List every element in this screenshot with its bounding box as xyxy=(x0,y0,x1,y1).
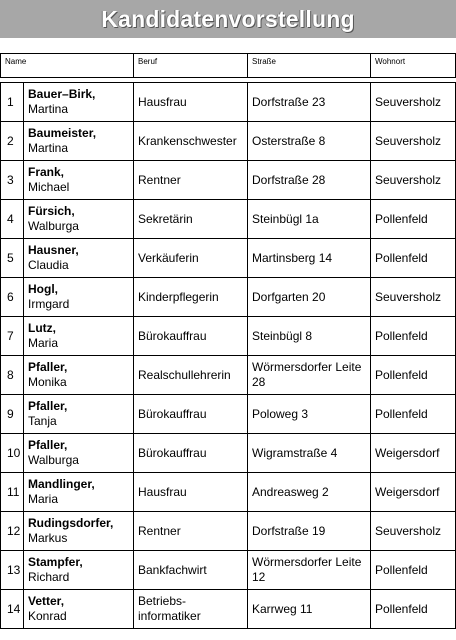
header-strasse: Straße xyxy=(248,54,371,78)
first-name: Maria xyxy=(28,336,59,350)
row-number: 2 xyxy=(1,122,24,161)
last-name: Mandlinger, xyxy=(28,477,95,491)
table-row xyxy=(1,161,456,200)
table-row xyxy=(1,317,456,356)
candidate-name xyxy=(24,473,134,512)
candidate-name xyxy=(24,395,134,434)
table-row xyxy=(1,434,456,473)
residence: Pollenfeld xyxy=(371,590,456,629)
header-name: Name xyxy=(1,54,134,78)
row-number: 6 xyxy=(1,278,24,317)
occupation: Sekretärin xyxy=(134,200,248,239)
last-name: Vetter, xyxy=(28,594,65,608)
first-name: Martina xyxy=(28,141,69,155)
first-name: Claudia xyxy=(28,258,69,272)
table-row xyxy=(1,122,456,161)
row-number: 1 xyxy=(1,83,24,122)
residence: Weigersdorf xyxy=(371,434,456,473)
row-number: 7 xyxy=(1,317,24,356)
row-number: 5 xyxy=(1,239,24,278)
occupation: Bankfachwirt xyxy=(134,551,248,590)
street: Poloweg 3 xyxy=(248,395,371,434)
street: Wörmersdorfer Leite 12 xyxy=(248,551,371,590)
street: Dorfgarten 20 xyxy=(248,278,371,317)
occupation: Krankenschwester xyxy=(134,122,248,161)
header-wohnort: Wohnort xyxy=(371,54,456,78)
street: Steinbügl 1a xyxy=(248,200,371,239)
occupation: Bürokauffrau xyxy=(134,395,248,434)
table-row xyxy=(1,551,456,590)
occupation: Rentner xyxy=(134,161,248,200)
row-number: 10 xyxy=(1,434,24,473)
header-beruf: Beruf xyxy=(134,54,248,78)
table-row xyxy=(1,83,456,122)
last-name: Baumeister, xyxy=(28,126,97,140)
first-name: Walburga xyxy=(28,453,79,467)
row-number: 4 xyxy=(1,200,24,239)
header-row xyxy=(1,54,456,78)
last-name: Hausner, xyxy=(28,243,79,257)
street: Wigramstraße 4 xyxy=(248,434,371,473)
last-name: Lutz, xyxy=(28,321,56,335)
candidate-name xyxy=(24,200,134,239)
row-number: 13 xyxy=(1,551,24,590)
candidate-name xyxy=(24,434,134,473)
residence: Pollenfeld xyxy=(371,317,456,356)
first-name: Konrad xyxy=(28,609,67,623)
occupation: Rentner xyxy=(134,512,248,551)
candidate-name xyxy=(24,512,134,551)
last-name: Pfaller, xyxy=(28,360,68,374)
table-row xyxy=(1,356,456,395)
last-name: Frank, xyxy=(28,165,65,179)
first-name: Irmgard xyxy=(28,297,70,311)
row-number: 11 xyxy=(1,473,24,512)
first-name: Maria xyxy=(28,492,59,506)
table-row xyxy=(1,278,456,317)
candidate-name xyxy=(24,551,134,590)
row-number: 8 xyxy=(1,356,24,395)
street: Karrweg 11 xyxy=(248,590,371,629)
occupation: Hausfrau xyxy=(134,83,248,122)
first-name: Martina xyxy=(28,102,69,116)
residence: Pollenfeld xyxy=(371,551,456,590)
street: Wörmersdorfer Leite 28 xyxy=(248,356,371,395)
residence: Pollenfeld xyxy=(371,356,456,395)
page-title: Kandidatenvorstellung xyxy=(101,5,355,32)
street: Dorfstraße 19 xyxy=(248,512,371,551)
last-name: Bauer–Birk, xyxy=(28,87,96,101)
candidate-name xyxy=(24,161,134,200)
occupation: Verkäuferin xyxy=(134,239,248,278)
residence: Pollenfeld xyxy=(371,239,456,278)
last-name: Hogl, xyxy=(28,282,58,296)
residence: Pollenfeld xyxy=(371,395,456,434)
last-name: Rudingsdorfer, xyxy=(28,516,114,530)
residence: Seuversholz xyxy=(371,512,456,551)
column-header xyxy=(0,53,456,78)
residence: Seuversholz xyxy=(371,122,456,161)
first-name: Michael xyxy=(28,180,70,194)
occupation: Bürokauffrau xyxy=(134,434,248,473)
candidate-name xyxy=(24,278,134,317)
last-name: Fürsich, xyxy=(28,204,75,218)
residence: Weigersdorf xyxy=(371,473,456,512)
row-number: 14 xyxy=(1,590,24,629)
candidate-name xyxy=(24,122,134,161)
table-row xyxy=(1,200,456,239)
candidate-name xyxy=(24,356,134,395)
table-row xyxy=(1,590,456,629)
title-banner xyxy=(0,0,456,38)
residence: Seuversholz xyxy=(371,161,456,200)
street: Osterstraße 8 xyxy=(248,122,371,161)
occupation: Betriebs-informatiker xyxy=(134,590,248,629)
row-number: 12 xyxy=(1,512,24,551)
first-name: Richard xyxy=(28,570,70,584)
candidate-table xyxy=(0,82,456,629)
candidate-name xyxy=(24,83,134,122)
occupation: Realschullehrerin xyxy=(134,356,248,395)
last-name: Stampfer, xyxy=(28,555,83,569)
street: Andreasweg 2 xyxy=(248,473,371,512)
first-name: Markus xyxy=(28,531,68,545)
first-name: Walburga xyxy=(28,219,79,233)
table-row xyxy=(1,512,456,551)
street: Dorfstraße 23 xyxy=(248,83,371,122)
last-name: Pfaller, xyxy=(28,438,68,452)
street: Steinbügl 8 xyxy=(248,317,371,356)
street: Dorfstraße 28 xyxy=(248,161,371,200)
street: Martinsberg 14 xyxy=(248,239,371,278)
row-number: 9 xyxy=(1,395,24,434)
residence: Pollenfeld xyxy=(371,200,456,239)
residence: Seuversholz xyxy=(371,278,456,317)
residence: Seuversholz xyxy=(371,83,456,122)
table-row xyxy=(1,395,456,434)
candidate-name xyxy=(24,317,134,356)
table-row xyxy=(1,239,456,278)
first-name: Tanja xyxy=(28,414,57,428)
row-number: 3 xyxy=(1,161,24,200)
candidate-name xyxy=(24,590,134,629)
occupation: Bürokauffrau xyxy=(134,317,248,356)
first-name: Monika xyxy=(28,375,67,389)
occupation: Hausfrau xyxy=(134,473,248,512)
last-name: Pfaller, xyxy=(28,399,68,413)
occupation: Kinderpflegerin xyxy=(134,278,248,317)
candidate-name xyxy=(24,239,134,278)
table-row xyxy=(1,473,456,512)
